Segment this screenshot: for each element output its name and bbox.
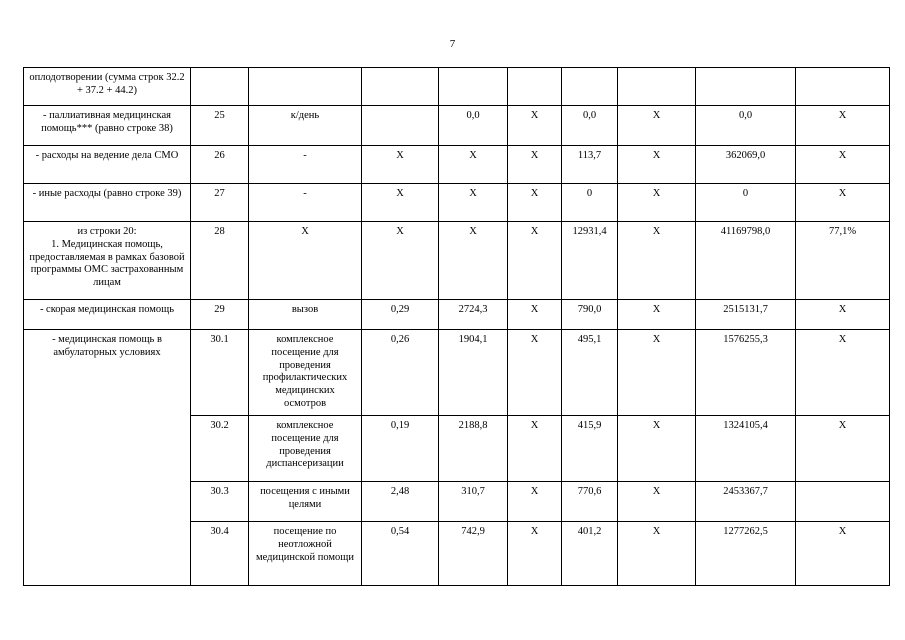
cell-c6: 0 bbox=[562, 184, 618, 222]
cell-c5 bbox=[508, 68, 562, 106]
cell-c9: X bbox=[796, 184, 890, 222]
cell-c6: 495,1 bbox=[562, 330, 618, 416]
cell-c5: X bbox=[508, 416, 562, 482]
cell-c3: X bbox=[362, 222, 439, 300]
cell-c3: X bbox=[362, 184, 439, 222]
cell-num: 30.3 bbox=[191, 482, 249, 522]
cell-c8: 362069,0 bbox=[696, 146, 796, 184]
cell-num: 29 bbox=[191, 300, 249, 330]
cell-c4: 2724,3 bbox=[439, 300, 508, 330]
cell-c8: 41169798,0 bbox=[696, 222, 796, 300]
cell-c9: X bbox=[796, 330, 890, 416]
cell-c4: X bbox=[439, 146, 508, 184]
cell-c9 bbox=[796, 68, 890, 106]
cell-c8: 1324105,4 bbox=[696, 416, 796, 482]
cell-c4: 0,0 bbox=[439, 106, 508, 146]
cell-num: 30.2 bbox=[191, 416, 249, 482]
table-row bbox=[24, 222, 890, 300]
cell-c8: 1277262,5 bbox=[696, 522, 796, 586]
cell-c4: X bbox=[439, 222, 508, 300]
row-name-cell: оплодотворении (сумма строк 32.2 + 37.2 + 44.2) bbox=[24, 68, 191, 106]
cell-num: 30.4 bbox=[191, 522, 249, 586]
cell-c9: X bbox=[796, 416, 890, 482]
cell-num: 26 bbox=[191, 146, 249, 184]
cell-c9: X bbox=[796, 146, 890, 184]
cell-c6: 113,7 bbox=[562, 146, 618, 184]
cell-c3: 0,29 bbox=[362, 300, 439, 330]
cell-c7: X bbox=[618, 330, 696, 416]
cell-c7: X bbox=[618, 146, 696, 184]
cell-c7: X bbox=[618, 106, 696, 146]
cell-num: 28 bbox=[191, 222, 249, 300]
cell-c3: X bbox=[362, 146, 439, 184]
row-name-cell: - расходы на ведение дела СМО bbox=[24, 146, 191, 184]
cell-unit: вызов bbox=[249, 300, 362, 330]
cell-c9: X bbox=[796, 300, 890, 330]
cell-c3: 0,26 bbox=[362, 330, 439, 416]
cell-c9: X bbox=[796, 522, 890, 586]
cell-unit: посещения с иными целями bbox=[249, 482, 362, 522]
cell-c7: X bbox=[618, 222, 696, 300]
table-row bbox=[24, 300, 890, 330]
cell-c4: X bbox=[439, 184, 508, 222]
group-name-cell: - медицинская помощь в амбулаторных условиях bbox=[24, 330, 191, 586]
cell-c9: 77,1% bbox=[796, 222, 890, 300]
row-name-cell: - паллиативная медицинская помощь*** (равно строке 38) bbox=[24, 106, 191, 146]
cell-c8 bbox=[696, 68, 796, 106]
cell-c3 bbox=[362, 106, 439, 146]
cell-c5: X bbox=[508, 522, 562, 586]
cell-num: 25 bbox=[191, 106, 249, 146]
cell-c9: X bbox=[796, 106, 890, 146]
cell-c4 bbox=[439, 68, 508, 106]
cell-c7 bbox=[618, 68, 696, 106]
cell-c5: X bbox=[508, 184, 562, 222]
cell-c7: X bbox=[618, 482, 696, 522]
cell-unit: - bbox=[249, 184, 362, 222]
cell-c5: X bbox=[508, 106, 562, 146]
cell-c5: X bbox=[508, 482, 562, 522]
cell-c3: 0,54 bbox=[362, 522, 439, 586]
table-row bbox=[24, 330, 890, 416]
cell-unit: к/день bbox=[249, 106, 362, 146]
cell-c5: X bbox=[508, 300, 562, 330]
cell-c6: 12931,4 bbox=[562, 222, 618, 300]
cell-c7: X bbox=[618, 522, 696, 586]
cell-c6: 0,0 bbox=[562, 106, 618, 146]
cell-c4: 310,7 bbox=[439, 482, 508, 522]
cell-c7: X bbox=[618, 300, 696, 330]
cell-c4: 1904,1 bbox=[439, 330, 508, 416]
cell-c5: X bbox=[508, 146, 562, 184]
row-name-cell: - иные расходы (равно строке 39) bbox=[24, 184, 191, 222]
cell-c7: X bbox=[618, 416, 696, 482]
cell-c4: 742,9 bbox=[439, 522, 508, 586]
cell-unit bbox=[249, 68, 362, 106]
cell-c8: 0,0 bbox=[696, 106, 796, 146]
table-row bbox=[24, 106, 890, 146]
cell-c8: 2515131,7 bbox=[696, 300, 796, 330]
cell-unit: X bbox=[249, 222, 362, 300]
cell-c5: X bbox=[508, 222, 562, 300]
table-row bbox=[24, 146, 890, 184]
cell-unit: посещение по неотложной медицинской помощи bbox=[249, 522, 362, 586]
table-row bbox=[24, 184, 890, 222]
cell-c5: X bbox=[508, 330, 562, 416]
cell-c6: 790,0 bbox=[562, 300, 618, 330]
cell-c8: 2453367,7 bbox=[696, 482, 796, 522]
cell-c8: 0 bbox=[696, 184, 796, 222]
cell-c8: 1576255,3 bbox=[696, 330, 796, 416]
cell-c6: 401,2 bbox=[562, 522, 618, 586]
cell-unit: - bbox=[249, 146, 362, 184]
row-name-cell: - скорая медицинская помощь bbox=[24, 300, 191, 330]
row-name-cell: из строки 20: 1. Медицинская помощь, предоставляемая в рамках базовой программы ОМС застрахованным лицам bbox=[24, 222, 191, 300]
table-row bbox=[24, 68, 890, 106]
cell-unit: комплексное посещение для проведения профилактических медицинских осмотров bbox=[249, 330, 362, 416]
cell-num bbox=[191, 68, 249, 106]
page-number: 7 bbox=[449, 38, 456, 50]
cell-c3: 0,19 bbox=[362, 416, 439, 482]
cell-c9 bbox=[796, 482, 890, 522]
data-table bbox=[23, 67, 890, 586]
cell-c7: X bbox=[618, 184, 696, 222]
cell-c4: 2188,8 bbox=[439, 416, 508, 482]
cell-c6 bbox=[562, 68, 618, 106]
cell-c6: 415,9 bbox=[562, 416, 618, 482]
cell-c3 bbox=[362, 68, 439, 106]
cell-c6: 770,6 bbox=[562, 482, 618, 522]
cell-c3: 2,48 bbox=[362, 482, 439, 522]
cell-unit: комплексное посещение для проведения диспансеризации bbox=[249, 416, 362, 482]
cell-num: 30.1 bbox=[191, 330, 249, 416]
table-body bbox=[24, 68, 890, 586]
cell-num: 27 bbox=[191, 184, 249, 222]
